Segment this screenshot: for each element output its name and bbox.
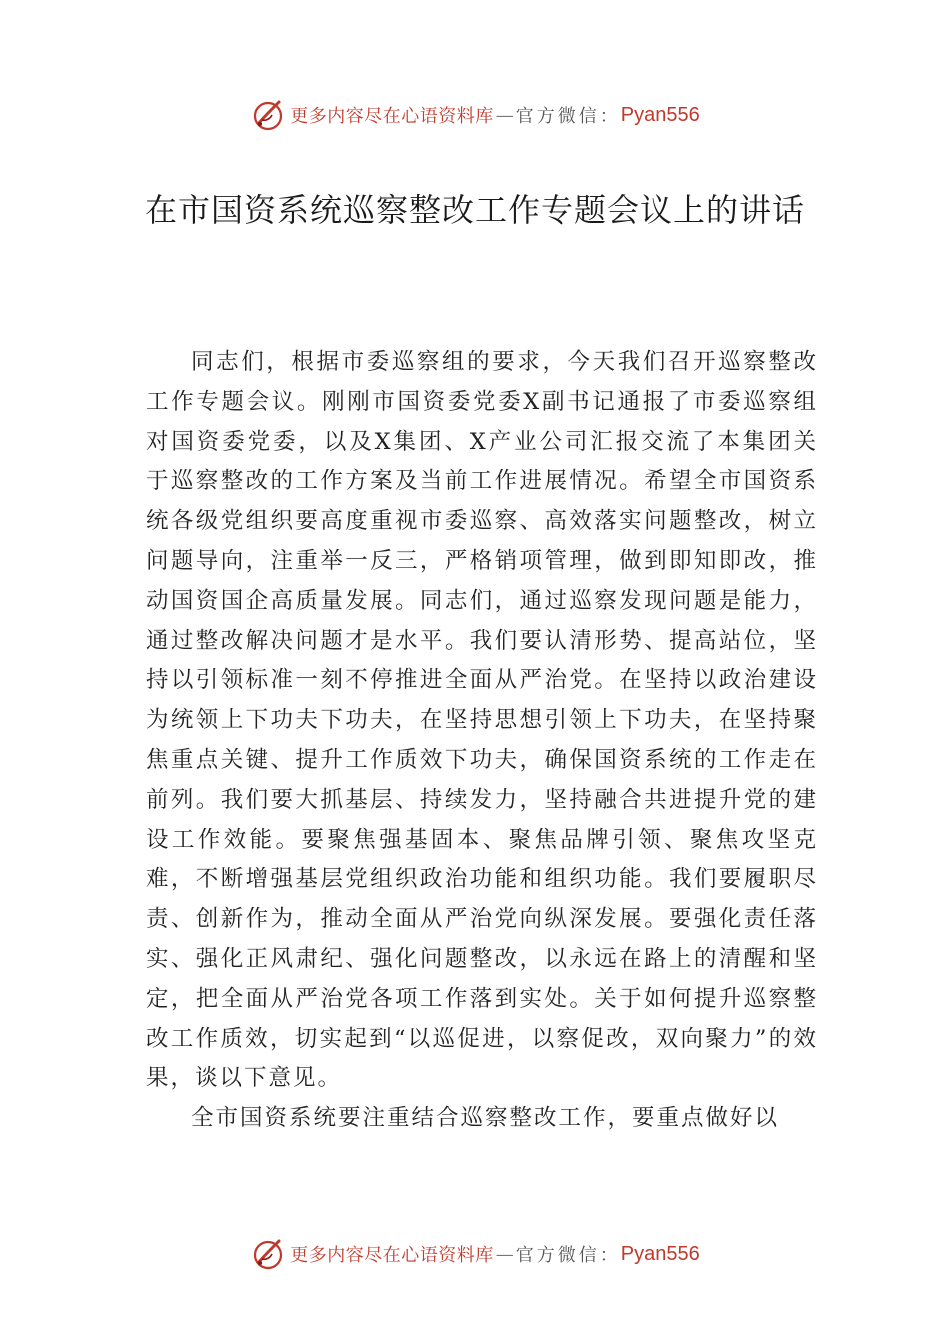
document-title: 在市国资系统巡察整改工作专题会议上的讲话: [144, 191, 805, 229]
watermark-text: 更多内容尽在心语资料库: [290, 106, 494, 127]
watermark-text: 更多内容尽在心语资料库: [290, 1245, 494, 1266]
watermark-label: 官方微信：: [515, 1245, 621, 1266]
document-body: [146, 343, 818, 1139]
brush-logo-icon: [250, 97, 286, 133]
brush-logo-icon: [250, 1236, 286, 1272]
body-paragraph: 全市国资系统要注重结合巡察整改工作，要重点做好以: [191, 1105, 780, 1132]
watermark-banner-bottom: [0, 1234, 950, 1274]
watermark-label: 官方微信：: [515, 106, 621, 127]
body-paragraph: 同志们，根据市委巡察组的要求，今天我们召开巡察整改工作专题会议。刚刚市国资委党委X副书记通报了市委巡察组对国资委党委，以及X集团、X产业公司汇报交流了本集团关于巡察整改的工作方案及当前工作进展情况。希望全市国资系统各级党组织要高度重视市委巡察、高效落实问题整改，树立问题导向，注重举一反三，严格销项管理，做到即知即改，推动国资国企高质量发展。同志们，通过巡察发现问题是能力，通过整改解决问题才是水平。我们要认清形势、提高站位，坚持以引领标准一刻不停推进全面从严治党。在坚持以政治建设为统领上下功夫下功夫，在坚持思想引领上下功夫，在坚持聚焦重点关键、提升工作质效下功夫，确保国资系统的工作走在前列。我们要大抓基层、持续发力，坚持融合共进提升党的建设工作效能。要聚焦强基固本、聚焦品牌引领、聚焦攻坚克难，不断增强基层党组织政治功能和组织功能。我们要履职尽责、创新作为，推动全面从严治党向纵深发展。要强化责任落实、强化正风肃纪、强化问题整改，以永远在路上的清醒和坚定，把全面从严治党各项工作落到实处。关于如何提升巡察整改工作质效，切实起到“以巡促进，以察促改，双向聚力”的效果，谈以下意见。: [146, 349, 818, 1092]
watermark-separator: —: [495, 1243, 514, 1265]
watermark-account: Pyan556: [620, 1242, 700, 1265]
watermark-account: Pyan556: [620, 103, 700, 126]
watermark-banner-top: [0, 95, 950, 135]
watermark-separator: —: [495, 104, 514, 126]
